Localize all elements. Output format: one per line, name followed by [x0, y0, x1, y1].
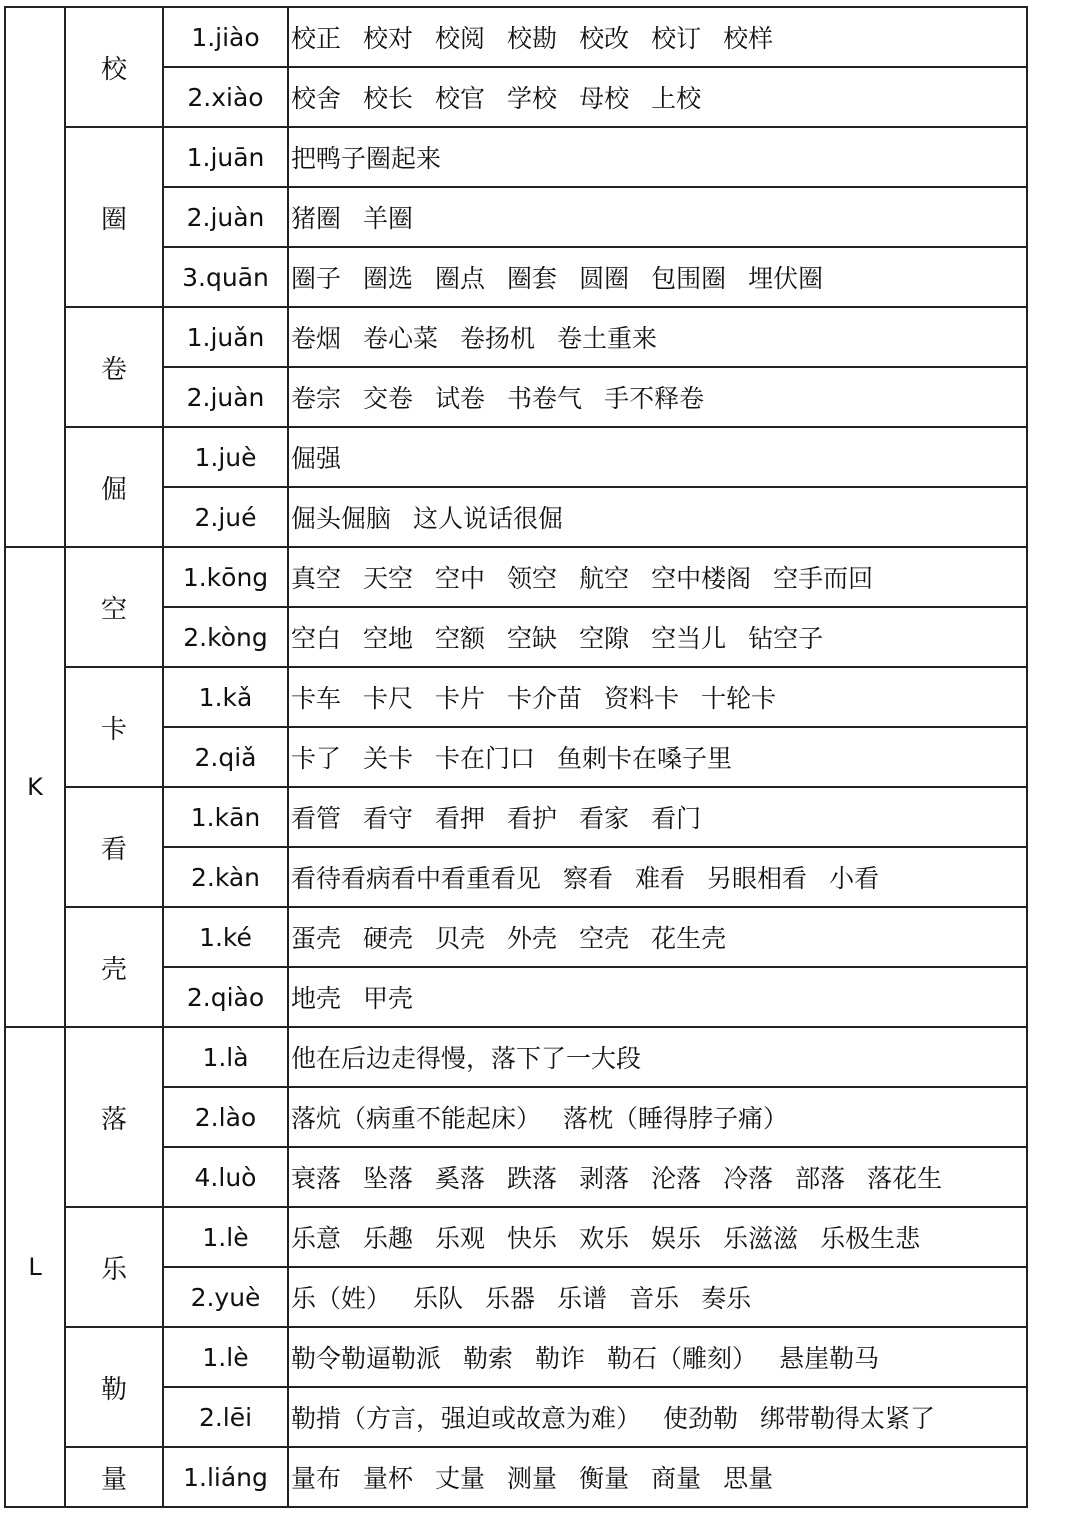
reading-pinyin: 2.juàn — [163, 187, 288, 247]
example-word: 难看 — [635, 864, 686, 893]
table-row — [5, 787, 1027, 847]
polyphone-character: 量 — [65, 1447, 163, 1507]
example-word: 空当儿 — [651, 624, 727, 653]
example-word: 校勘 — [507, 24, 558, 53]
example-word: 小看 — [829, 864, 880, 893]
example-word: 商量 — [651, 1464, 702, 1493]
example-word: 空白 — [291, 624, 342, 653]
reading-pinyin: 1.lè — [163, 1207, 288, 1267]
example-word: 校样 — [723, 24, 774, 53]
example-words — [288, 127, 1027, 187]
example-word: 资料卡 — [604, 684, 680, 713]
example-word: 音乐 — [629, 1284, 680, 1313]
example-word: 乐滋滋 — [723, 1224, 799, 1253]
example-word: 校正 — [291, 24, 342, 53]
example-word: 猪圈 — [291, 204, 342, 233]
example-word: 落枕（睡得脖子痛） — [563, 1104, 789, 1133]
example-word: 交卷 — [363, 384, 414, 413]
table-row — [5, 7, 1027, 67]
example-word: 空中 — [435, 564, 486, 593]
reading-pinyin: 1.ké — [163, 907, 288, 967]
example-word: 外壳 — [507, 924, 558, 953]
example-word: 衰落 — [291, 1164, 342, 1193]
reading-pinyin: 4.luò — [163, 1147, 288, 1207]
example-word: 乐谱 — [557, 1284, 608, 1313]
table-row — [5, 427, 1027, 487]
example-words — [288, 1027, 1027, 1087]
table-row — [5, 1207, 1027, 1267]
example-word: 埋伏圈 — [748, 264, 824, 293]
example-word: 卡尺 — [363, 684, 414, 713]
example-word: 欢乐 — [579, 1224, 630, 1253]
example-word: 圆圈 — [579, 264, 630, 293]
polyphone-character: 勒 — [65, 1327, 163, 1447]
table-row — [5, 1327, 1027, 1387]
section-letter: K — [5, 547, 65, 1027]
table-row — [5, 907, 1027, 967]
reading-pinyin: 1.jiào — [163, 7, 288, 67]
example-word: 校对 — [363, 24, 414, 53]
reading-pinyin: 1.juān — [163, 127, 288, 187]
example-word: 卡车 — [291, 684, 342, 713]
example-word: 乐意 — [291, 1224, 342, 1253]
section-letter: L — [5, 1027, 65, 1507]
example-words — [288, 787, 1027, 847]
example-word: 量杯 — [363, 1464, 414, 1493]
reading-pinyin: 2.kàn — [163, 847, 288, 907]
example-word: 钻空子 — [748, 624, 824, 653]
example-word: 看门 — [651, 804, 702, 833]
example-words — [288, 487, 1027, 547]
example-word: 卡片 — [435, 684, 486, 713]
example-word: 圈子 — [291, 264, 342, 293]
example-word: 另眼相看 — [707, 864, 808, 893]
example-word: 空中楼阁 — [651, 564, 752, 593]
example-word: 校改 — [579, 24, 630, 53]
example-word: 这人说话很倔 — [413, 504, 564, 533]
reading-pinyin: 2.qiào — [163, 967, 288, 1027]
example-word: 甲壳 — [363, 984, 414, 1013]
example-word: 卷土重来 — [557, 324, 658, 353]
example-words — [288, 967, 1027, 1027]
example-words — [288, 547, 1027, 607]
example-word: 剥落 — [579, 1164, 630, 1193]
example-word: 航空 — [579, 564, 630, 593]
reading-pinyin: 2.lēi — [163, 1387, 288, 1447]
example-word: 鱼刺卡在嗓子里 — [557, 744, 733, 773]
example-word: 倔强 — [291, 444, 342, 473]
polyphone-table-body — [5, 7, 1027, 1507]
reading-pinyin: 1.juǎn — [163, 307, 288, 367]
example-word: 花生壳 — [651, 924, 727, 953]
example-word: 悬崖勒马 — [779, 1344, 880, 1373]
example-word: 看待看病看中看重看见 — [291, 864, 542, 893]
example-word: 蛋壳 — [291, 924, 342, 953]
reading-pinyin: 2.lào — [163, 1087, 288, 1147]
example-word: 卷烟 — [291, 324, 342, 353]
example-word: 看护 — [507, 804, 558, 833]
example-word: 看管 — [291, 804, 342, 833]
example-word: 真空 — [291, 564, 342, 593]
example-word: 勒掯（方言，强迫或故意为难） — [291, 1404, 642, 1433]
example-word: 圈选 — [363, 264, 414, 293]
example-word: 勒索 — [463, 1344, 514, 1373]
table-row — [5, 547, 1027, 607]
reading-pinyin: 1.kān — [163, 787, 288, 847]
polyphone-character: 倔 — [65, 427, 163, 547]
example-words — [288, 727, 1027, 787]
example-word: 坠落 — [363, 1164, 414, 1193]
example-word: 乐极生悲 — [820, 1224, 921, 1253]
example-words — [288, 667, 1027, 727]
example-word: 奚落 — [435, 1164, 486, 1193]
example-word: 他在后边走得慢，落下了一大段 — [291, 1044, 642, 1073]
example-word: 包围圈 — [651, 264, 727, 293]
polyphone-character: 校 — [65, 7, 163, 127]
example-word: 空隙 — [579, 624, 630, 653]
example-word: 校长 — [363, 84, 414, 113]
example-words — [288, 1087, 1027, 1147]
example-words — [288, 1147, 1027, 1207]
example-word: 看家 — [579, 804, 630, 833]
reading-pinyin: 1.liáng — [163, 1447, 288, 1507]
example-word: 落花生 — [867, 1164, 943, 1193]
example-word: 看押 — [435, 804, 486, 833]
example-words — [288, 367, 1027, 427]
example-words — [288, 67, 1027, 127]
reading-pinyin: 3.quān — [163, 247, 288, 307]
reading-pinyin: 2.jué — [163, 487, 288, 547]
example-word: 卡了 — [291, 744, 342, 773]
example-word: 空壳 — [579, 924, 630, 953]
example-word: 圈点 — [435, 264, 486, 293]
example-words — [288, 607, 1027, 667]
example-word: 乐观 — [435, 1224, 486, 1253]
example-word: 羊圈 — [363, 204, 414, 233]
reading-pinyin: 2.kòng — [163, 607, 288, 667]
polyphone-character: 卷 — [65, 307, 163, 427]
example-word: 空手而回 — [773, 564, 874, 593]
example-word: 校阅 — [435, 24, 486, 53]
example-word: 校官 — [435, 84, 486, 113]
example-words — [288, 1327, 1027, 1387]
polyphone-table — [4, 6, 1028, 1508]
table-row — [5, 127, 1027, 187]
example-word: 天空 — [363, 564, 414, 593]
polyphone-character: 卡 — [65, 667, 163, 787]
reading-pinyin: 2.xiào — [163, 67, 288, 127]
example-words — [288, 847, 1027, 907]
example-word: 察看 — [563, 864, 614, 893]
example-word: 圈套 — [507, 264, 558, 293]
example-word: 娱乐 — [651, 1224, 702, 1253]
example-words — [288, 307, 1027, 367]
reading-pinyin: 2.qiǎ — [163, 727, 288, 787]
example-word: 手不释卷 — [604, 384, 705, 413]
example-word: 十轮卡 — [701, 684, 777, 713]
example-word: 卡在门口 — [435, 744, 536, 773]
example-word: 地壳 — [291, 984, 342, 1013]
example-word: 落炕（病重不能起床） — [291, 1104, 542, 1133]
example-word: 丈量 — [435, 1464, 486, 1493]
polyphone-character: 乐 — [65, 1207, 163, 1327]
example-word: 试卷 — [435, 384, 486, 413]
polyphone-character: 看 — [65, 787, 163, 907]
example-word: 校订 — [651, 24, 702, 53]
example-word: 卡介苗 — [507, 684, 583, 713]
example-word: 奏乐 — [701, 1284, 752, 1313]
example-word: 跌落 — [507, 1164, 558, 1193]
example-word: 空缺 — [507, 624, 558, 653]
example-word: 部落 — [795, 1164, 846, 1193]
table-row — [5, 667, 1027, 727]
example-word: 勒石（雕刻） — [607, 1344, 758, 1373]
example-word: 空额 — [435, 624, 486, 653]
example-words — [288, 187, 1027, 247]
example-words — [288, 247, 1027, 307]
example-word: 冷落 — [723, 1164, 774, 1193]
example-word: 乐趣 — [363, 1224, 414, 1253]
example-words — [288, 1387, 1027, 1447]
example-words — [288, 1447, 1027, 1507]
example-word: 乐器 — [485, 1284, 536, 1313]
reading-pinyin: 1.juè — [163, 427, 288, 487]
table-row — [5, 307, 1027, 367]
example-words — [288, 1267, 1027, 1327]
example-word: 乐（姓） — [291, 1284, 392, 1313]
table-row — [5, 1447, 1027, 1507]
example-word: 快乐 — [507, 1224, 558, 1253]
example-word: 测量 — [507, 1464, 558, 1493]
example-word: 沦落 — [651, 1164, 702, 1193]
example-word: 看守 — [363, 804, 414, 833]
example-word: 勒令勒逼勒派 — [291, 1344, 442, 1373]
example-word: 量布 — [291, 1464, 342, 1493]
example-word: 卷扬机 — [460, 324, 536, 353]
reading-pinyin: 2.yuè — [163, 1267, 288, 1327]
example-word: 绑带勒得太紧了 — [760, 1404, 936, 1433]
example-word: 把鸭子圈起来 — [291, 144, 442, 173]
reading-pinyin: 1.là — [163, 1027, 288, 1087]
example-word: 学校 — [507, 84, 558, 113]
polyphone-character: 圈 — [65, 127, 163, 307]
polyphone-character: 空 — [65, 547, 163, 667]
example-word: 卷宗 — [291, 384, 342, 413]
example-words — [288, 1207, 1027, 1267]
example-word: 上校 — [651, 84, 702, 113]
example-word: 书卷气 — [507, 384, 583, 413]
table-row — [5, 1027, 1027, 1087]
example-words — [288, 907, 1027, 967]
example-words — [288, 7, 1027, 67]
example-word: 衡量 — [579, 1464, 630, 1493]
example-word: 乐队 — [413, 1284, 464, 1313]
example-word: 使劲勒 — [663, 1404, 739, 1433]
polyphone-character: 落 — [65, 1027, 163, 1207]
example-word: 空地 — [363, 624, 414, 653]
example-word: 倔头倔脑 — [291, 504, 392, 533]
example-word: 卷心菜 — [363, 324, 439, 353]
example-word: 勒诈 — [535, 1344, 586, 1373]
example-word: 关卡 — [363, 744, 414, 773]
example-word: 校舍 — [291, 84, 342, 113]
reading-pinyin: 1.lè — [163, 1327, 288, 1387]
example-word: 思量 — [723, 1464, 774, 1493]
example-word: 贝壳 — [435, 924, 486, 953]
example-word: 硬壳 — [363, 924, 414, 953]
reading-pinyin: 1.kǎ — [163, 667, 288, 727]
example-word: 领空 — [507, 564, 558, 593]
reading-pinyin: 2.juàn — [163, 367, 288, 427]
section-letter — [5, 7, 65, 547]
example-word: 母校 — [579, 84, 630, 113]
polyphone-character: 壳 — [65, 907, 163, 1027]
example-words — [288, 427, 1027, 487]
reading-pinyin: 1.kōng — [163, 547, 288, 607]
